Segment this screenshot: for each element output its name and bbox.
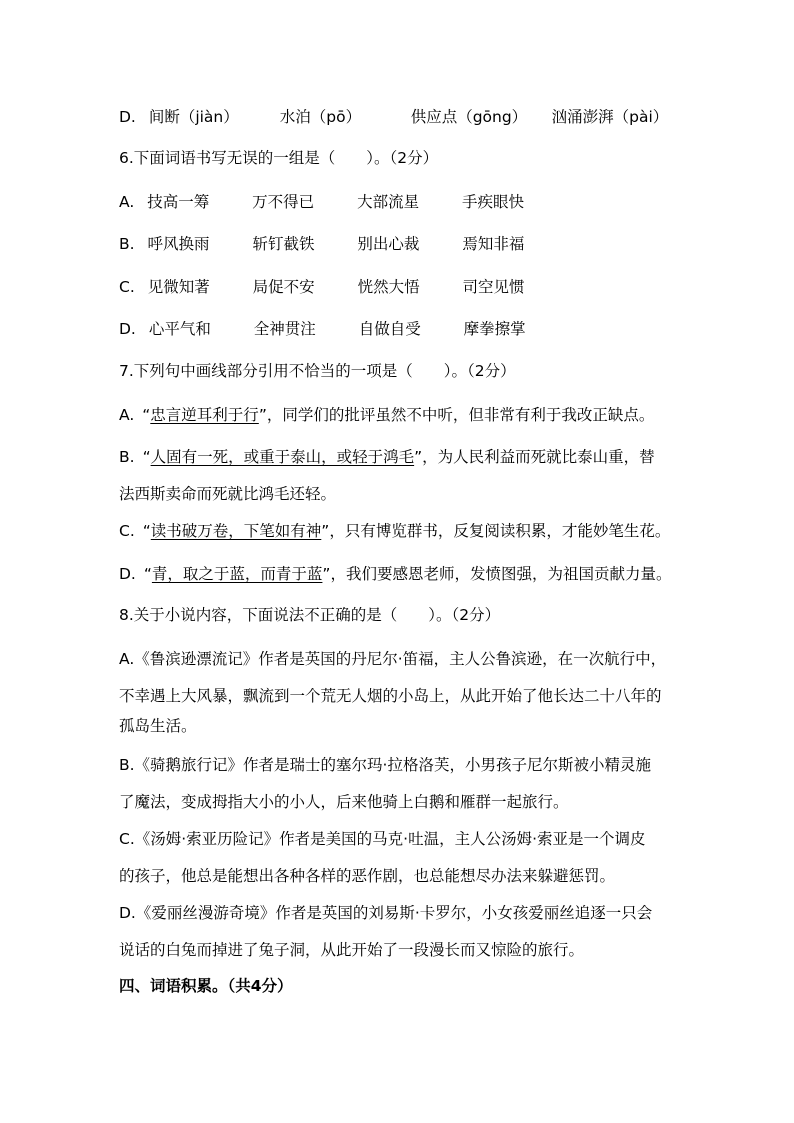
q8-option-c-line2: 的孩子，他总是能想出各种各样的恶作剧，也总能想尽办法来躲避惩罚。	[119, 867, 616, 885]
word: 呼风换雨	[147, 235, 210, 253]
q6-stem: 6.下面词语书写无误的一组是（ ）。（2分）	[119, 149, 439, 167]
quote-open: “	[142, 406, 151, 424]
quote-close: ”	[321, 522, 330, 540]
option-letter: A.	[119, 193, 135, 211]
q8-option-d-line2: 说话的白兔而掉进了兔子洞，从此开始了一段漫长而又惊险的旅行。	[119, 941, 585, 959]
option-letter: D.	[119, 320, 136, 338]
word: 心平气和	[148, 320, 211, 338]
word: 见微知著	[147, 278, 210, 296]
option-letter: C.	[119, 278, 135, 296]
word: 局促不安	[252, 278, 315, 296]
quote-close: ”	[414, 448, 423, 466]
sentence-rest: ，为人民利益而死就比泰山重，替	[422, 448, 655, 466]
word: 水泊（pō）	[279, 108, 362, 126]
q6-option-c	[119, 277, 525, 297]
word: 全神贯注	[253, 320, 316, 338]
option-letter: A.	[119, 406, 135, 424]
quote-open: “	[143, 565, 152, 583]
sentence-rest: ，同学们的批评虽然不中听，但非常有利于我改正缺点。	[266, 406, 655, 424]
underlined-quote: 青，取之于蓝，而青于蓝	[151, 565, 323, 583]
option-letter: B.	[119, 448, 135, 466]
word: 技高一筹	[147, 193, 210, 211]
word: 别出心裁	[357, 235, 420, 253]
word: 恍然大悟	[357, 278, 420, 296]
q6-option-d	[119, 319, 526, 339]
option-letter: B.	[119, 235, 135, 253]
quote-open: “	[142, 522, 151, 540]
q8-option-a-line2: 不幸遇上大风暴，飘流到一个荒无人烟的小岛上，从此开始了他长达二十八年的	[119, 687, 662, 705]
q8-option-b-line2: 了魔法，变成拇指大小的小人，后来他骑上白鹅和雁群一起旅行。	[119, 793, 569, 811]
word: 焉知非福	[462, 235, 525, 253]
q7-option-d	[119, 564, 671, 584]
word: 斩钉截铁	[252, 235, 315, 253]
underlined-quote: 读书破万卷，下笔如有神	[150, 522, 322, 540]
word: 供应点（gōng）	[410, 108, 528, 126]
q7-option-b-continuation: 法西斯卖命而死就比鸿毛还轻。	[119, 485, 337, 503]
word: 汹涌澎湃（pài）	[551, 108, 669, 126]
word: 摩拳擦掌	[463, 320, 526, 338]
quote-open: “	[142, 448, 151, 466]
q6-option-a	[119, 192, 524, 212]
q5-option-d	[119, 107, 668, 127]
q8-option-c-line1: C.《汤姆·索亚历险记》作者是美国的马克·吐温，主人公汤姆·索亚是一个调皮	[119, 830, 646, 848]
option-letter: D.	[119, 565, 136, 583]
sentence-rest: ，只有博览群书，反复阅读积累，才能妙笔生花。	[329, 522, 671, 540]
word: 大部流星	[357, 193, 420, 211]
quote-close: ”	[322, 565, 331, 583]
word: 自做自受	[358, 320, 421, 338]
q8-option-a-line1: A.《鲁滨逊漂流记》作者是英国的丹尼尔·笛福，主人公鲁滨逊，在一次航行中，	[119, 650, 667, 668]
q7-option-c	[119, 521, 670, 541]
word: 万不得已	[252, 193, 315, 211]
option-letter: C.	[119, 522, 135, 540]
q8-option-d-line1: D.《爱丽丝漫游奇境》作者是英国的刘易斯·卡罗尔，小女孩爱丽丝追逐一只会	[119, 904, 653, 922]
q7-option-b	[119, 447, 655, 467]
q8-stem: 8.关于小说内容，下面说法不正确的是（ ）。（2分）	[119, 606, 501, 624]
q7-stem: 7.下列句中画线部分引用不恰当的一项是（ ）。（2分）	[119, 362, 516, 380]
quote-close: ”	[258, 406, 267, 424]
q8-option-a-line3: 孤岛生活。	[119, 717, 197, 735]
word: 手疾眼快	[462, 193, 525, 211]
option-letter: D.	[119, 108, 136, 126]
q7-option-a	[119, 405, 654, 425]
underlined-quote: 忠言逆耳利于行	[150, 406, 259, 424]
q6-option-b	[119, 234, 524, 254]
sentence-rest: ，我们要感恩老师，发愤图强，为祖国贡献力量。	[330, 565, 672, 583]
section-4-heading: 四、词语积累。（共4分）	[119, 977, 293, 995]
word: 间断（jiàn）	[148, 108, 239, 126]
underlined-quote: 人固有一死，或重于泰山，或轻于鸿毛	[150, 448, 415, 466]
q8-option-b-line1: B.《骑鹅旅行记》作者是瑞士的塞尔玛·拉格洛芙，小男孩子尼尔斯被小精灵施	[119, 756, 651, 774]
word: 司空见惯	[462, 278, 525, 296]
